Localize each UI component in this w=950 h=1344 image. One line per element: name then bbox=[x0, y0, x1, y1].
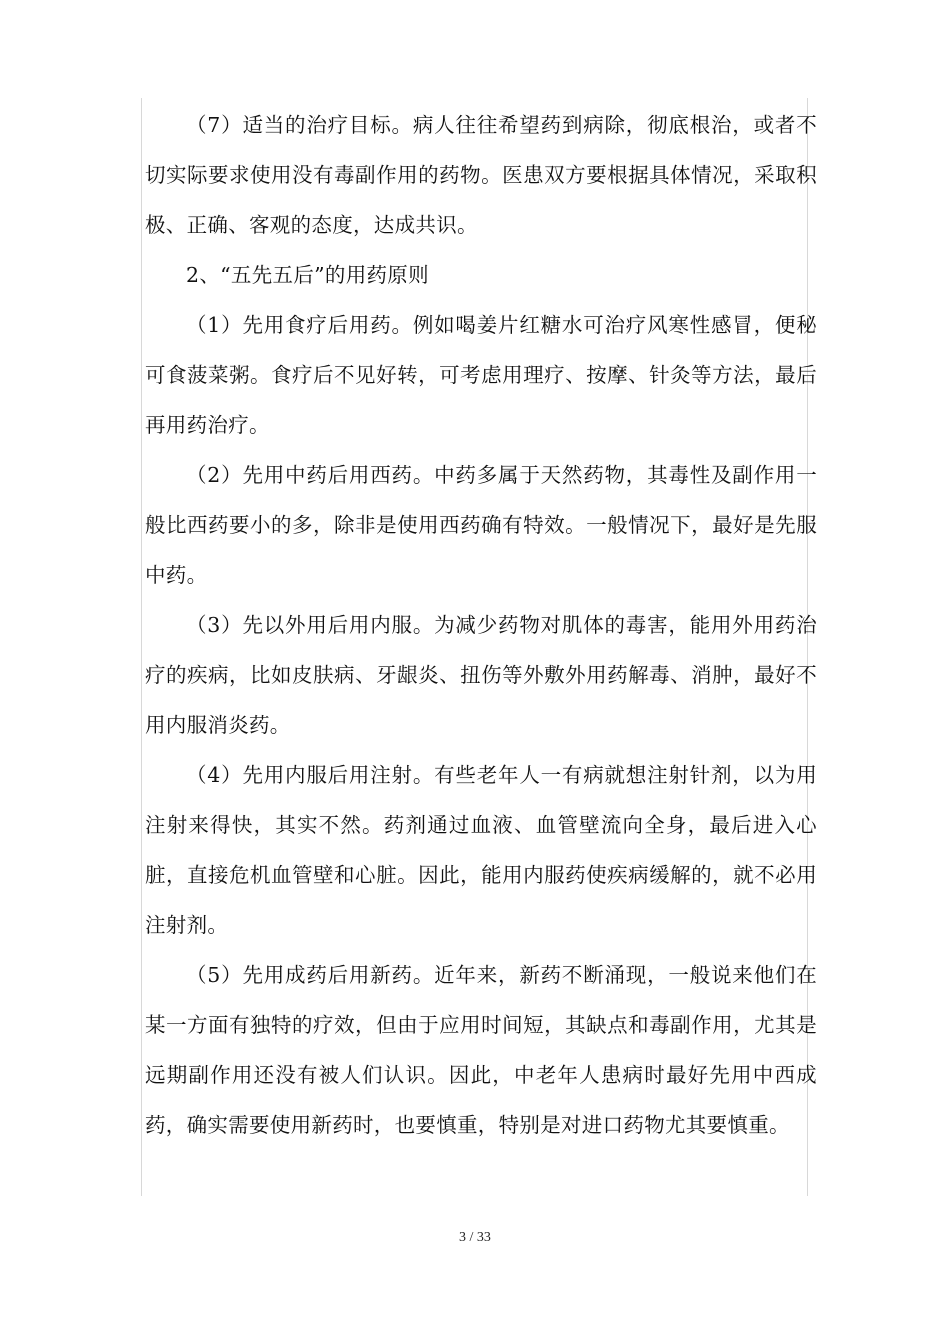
paragraph-treatment-goal: （7）适当的治疗目标。病人往往希望药到病除，彻底根治，或者不切实际要求使用没有毒副作用的药物。医患双方要根据具体情况，采取积极、正确、客观的态度，达成共识。 bbox=[145, 113, 817, 237]
section-heading-five-first-five-later: 2、“五先五后”的用药原则 bbox=[186, 263, 429, 287]
paragraph-external-before-internal: （3）先以外用后用内服。为减少药物对肌体的毒害，能用外用药治疗的疾病，比如皮肤病、牙龈炎、扭伤等外敷外用药解毒、消肿，最好不用内服消炎药。 bbox=[145, 613, 817, 737]
paragraph-established-before-new: （5）先用成药后用新药。近年来，新药不断涌现，一般说来他们在某一方面有独特的疗效，但由于应用时间短，其缺点和毒副作用，尤其是远期副作用还没有被人们认识。因此，中老年人患病时最好先用中西成药，确实需要使用新药时，也要慎重，特别是对进口药物尤其要慎重。 bbox=[145, 963, 817, 1137]
page-number: 3 / 33 bbox=[459, 1230, 491, 1245]
paragraph-chinese-before-western: （2）先用中药后用西药。中药多属于天然药物，其毒性及副作用一般比西药要小的多，除非是使用西药确有特效。一般情况下，最好是先服中药。 bbox=[145, 463, 817, 587]
document-body bbox=[145, 100, 817, 1150]
paragraph-diet-before-drug: （1）先用食疗后用药。例如喝姜片红糖水可治疗风寒性感冒，便秘可食菠菜粥。食疗后不见好转，可考虑用理疗、按摩、针灸等方法，最后再用药治疗。 bbox=[145, 313, 817, 437]
paragraph-oral-before-injection: （4）先用内服后用注射。有些老年人一有病就想注射针剂，以为用注射来得快，其实不然。药剂通过血液、血管壁流向全身，最后进入心脏，直接危机血管壁和心脏。因此，能用内服药使疾病缓解的，就不必用注射剂。 bbox=[145, 763, 817, 937]
